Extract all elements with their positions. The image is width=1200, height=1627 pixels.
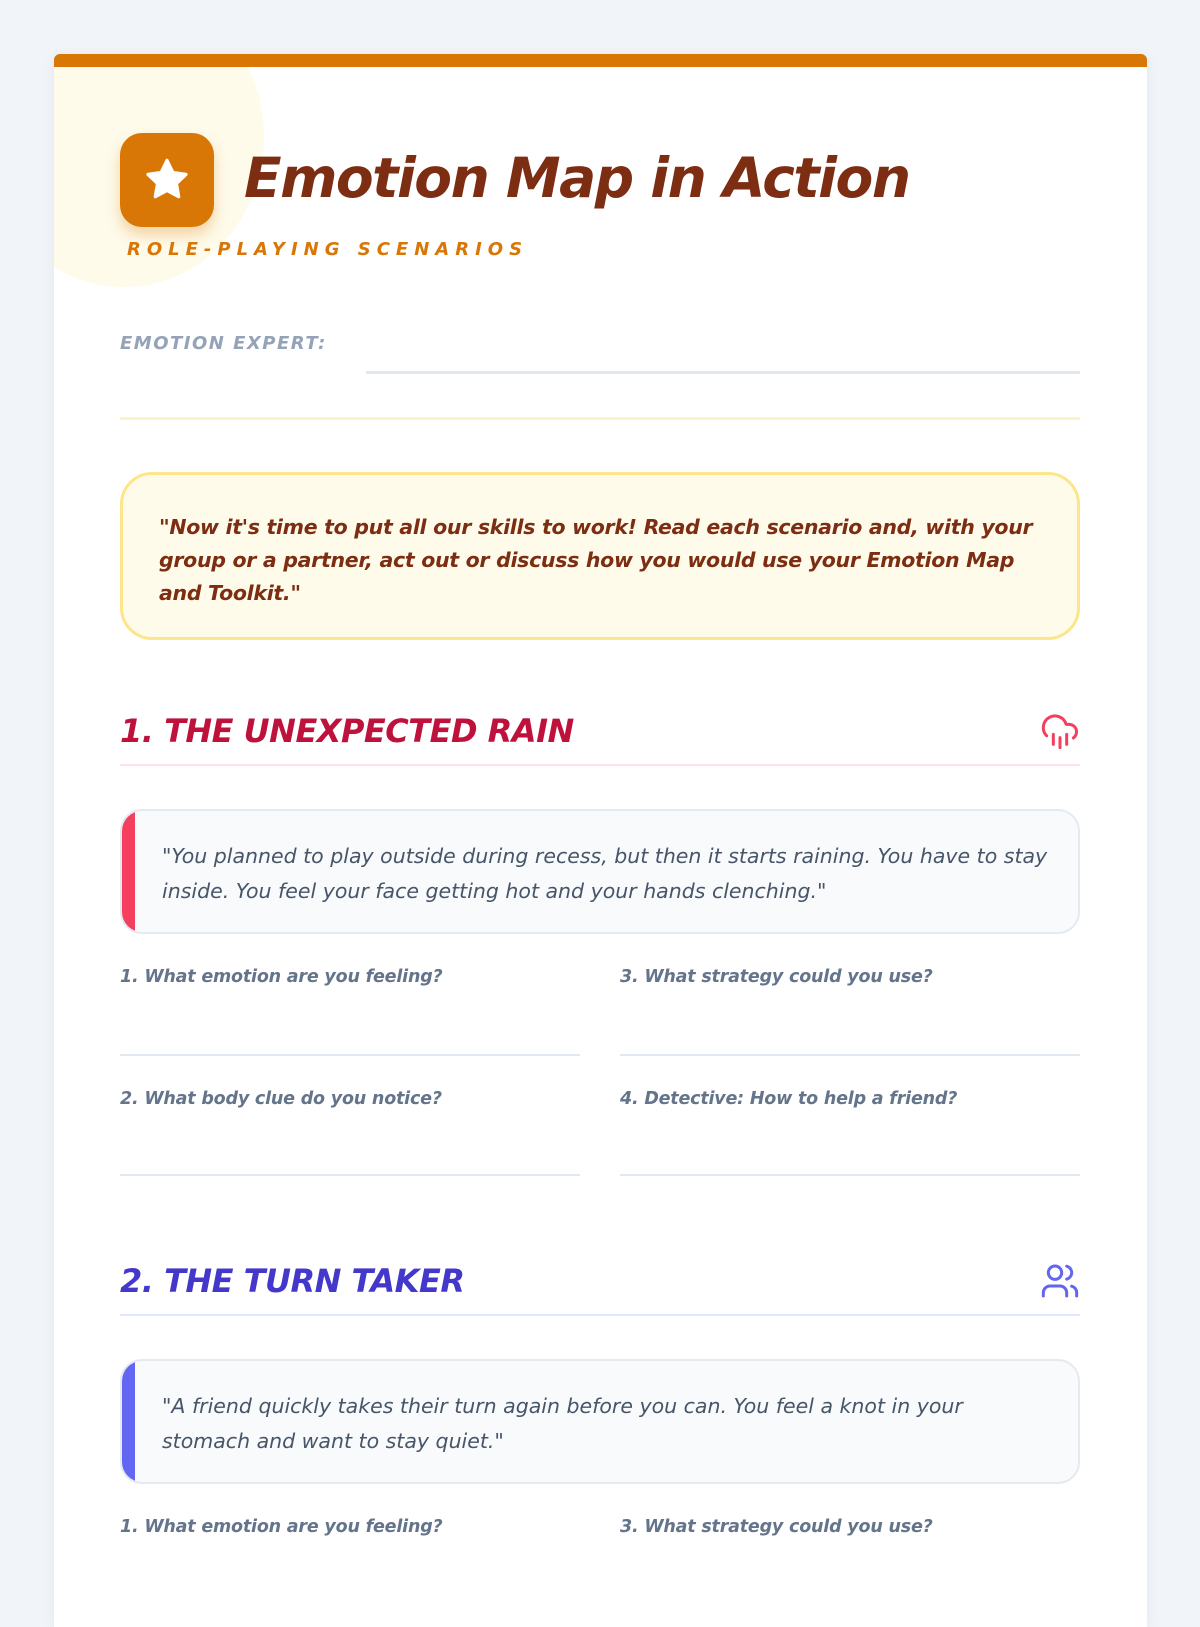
scenario-1-text: "You planned to play outside during recess, but then it starts raining. You have to stay inside. You feel your face getting hot and your hands clenching." <box>162 844 1048 903</box>
scenario-1-title: 1. THE UNEXPECTED RAIN <box>120 712 574 750</box>
scenario-1-question-1: 1. What emotion are you feeling? <box>120 967 443 987</box>
intro-callout: "Now it's time to put all our skills to work! Read each scenario and, with your group or a partner, act out or discuss how you would use your Emotion Map and Toolkit." <box>120 472 1080 640</box>
page-title: Emotion Map in Action <box>244 146 910 210</box>
star-icon <box>120 133 214 227</box>
scenario-1-answer-4[interactable] <box>620 1174 1080 1176</box>
scenario-2-text: "A friend quickly takes their turn again before you can. You feel a knot in your stomach and want to stay quiet." <box>162 1394 963 1453</box>
expert-name-label: EMOTION EXPERT: <box>120 333 327 354</box>
scenario-2-quote <box>120 1359 1080 1484</box>
scenario-2-underline <box>120 1314 1080 1316</box>
scenario-1-answer-1[interactable] <box>120 1054 580 1056</box>
scenario-1-question-2: 2. What body clue do you notice? <box>120 1089 442 1109</box>
scenario-2-title: 2. THE TURN TAKER <box>120 1262 465 1300</box>
scenario-1-header <box>120 709 1080 765</box>
scenario-2-question-3: 3. What strategy could you use? <box>620 1517 933 1537</box>
expert-name-field[interactable] <box>366 371 1080 374</box>
users-icon <box>1040 1261 1080 1301</box>
scenario-1-question-3: 3. What strategy could you use? <box>620 967 933 987</box>
scenario-1-answer-3[interactable] <box>620 1054 1080 1056</box>
worksheet-card <box>54 54 1147 1627</box>
cloud-rain-icon <box>1040 711 1080 751</box>
scenario-1-accent-bar <box>122 811 135 932</box>
scenario-1-question-4: 4. Detective: How to help a friend? <box>620 1089 958 1109</box>
scenario-2-header <box>120 1259 1080 1315</box>
scenario-1-quote <box>120 809 1080 934</box>
scenario-2-question-1: 1. What emotion are you feeling? <box>120 1517 443 1537</box>
scenario-1-answer-2[interactable] <box>120 1174 580 1176</box>
scenario-1-underline <box>120 764 1080 766</box>
page-subtitle: ROLE-PLAYING SCENARIOS <box>127 239 529 260</box>
scenario-2-accent-bar <box>122 1361 135 1482</box>
section-divider <box>120 417 1080 420</box>
